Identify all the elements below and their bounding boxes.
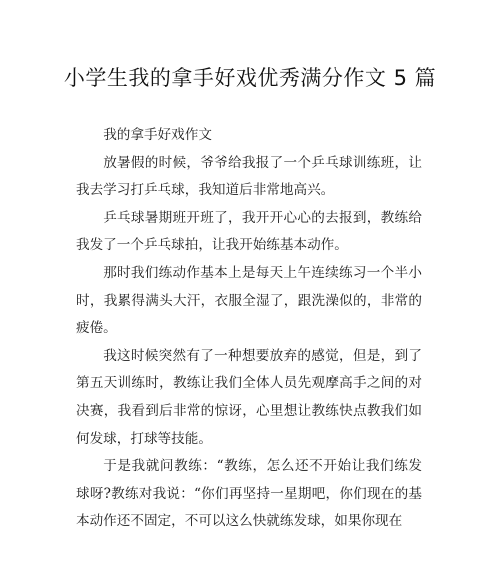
paragraph: 于是我就问教练：“教练，怎么还不开始让我们练发球呀?教练对我说：“你们再坚持一星期吧，你们现在的基本动作还不固定，不可以这么快就练发球，如果你现在 xyxy=(76,458,422,530)
paragraph: 那时我们练动作基本上是每天上午连续练习一个半小时，我累得满头大汗，衣服全湿了，跟洗澡似的，非常的疲倦。 xyxy=(76,264,422,337)
document-title: 小学生我的拿手好戏优秀满分作文 5 篇 xyxy=(63,66,437,90)
paragraph: 我这时候突然有了一种想要放弃的感觉，但是，到了第五天训练时，教练让我们全体人员先观摩高手之间的对决赛，我看到后非常的惊讶，心里想让教练快点教我们如何发球，打球等技能。 xyxy=(76,347,422,447)
paragraph: 乒乓球暑期班开班了，我开开心心的去报到，教练给我发了一个乒乓球拍，让我开始练基本动作。 xyxy=(76,209,422,254)
document-body xyxy=(76,122,422,536)
paragraph: 放暑假的时候，爷爷给我报了一个乒乓球训练班，让我去学习打乒乓球，我知道后非常地高兴。 xyxy=(76,154,422,199)
essay-subtitle: 我的拿手好戏作文 xyxy=(103,127,212,143)
